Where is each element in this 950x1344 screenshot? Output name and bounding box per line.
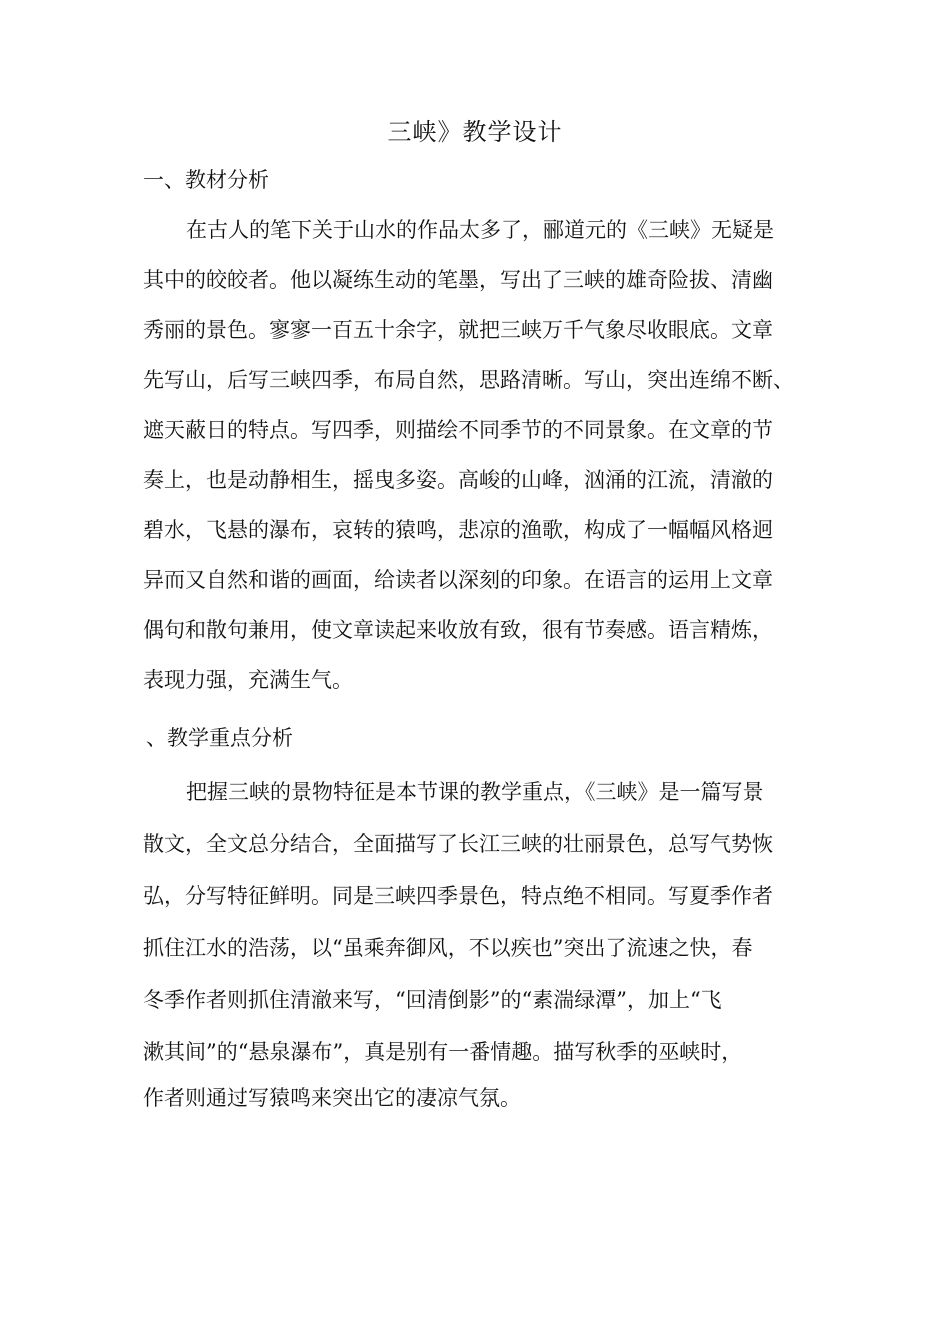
document-title: 三峡》教学设计 xyxy=(387,118,563,146)
paragraph-line: 抓住江水的浩荡，以“虽乘奔御风，不以疾也”突出了流速之快，春 xyxy=(143,936,753,960)
paragraph-line: 表现力强，充满生气。 xyxy=(143,668,353,692)
paragraph-line: 作者则通过写猿鸣来突出它的凄凉气氛。 xyxy=(143,1086,521,1110)
paragraph-line: 散文，全文总分结合，全面描写了长江三峡的壮丽景色，总写气势恢 xyxy=(143,832,773,856)
paragraph-line: 在古人的笔下关于山水的作品太多了，郦道元的《三峡》无疑是 xyxy=(186,218,774,242)
paragraph-line: 冬季作者则抓住清澈来写，“回清倒影”的“素湍绿潭”，加上“飞 xyxy=(143,988,722,1012)
section-heading-textbook-analysis: 一、教材分析 xyxy=(143,168,269,192)
paragraph-line: 异而又自然和谐的画面，给读者以深刻的印象。在语言的运用上文章 xyxy=(143,568,773,592)
paragraph-line: 把握三峡的景物特征是本节课的教学重点，《三峡》是一篇写景 xyxy=(186,780,764,804)
paragraph-line: 偶句和散句兼用，使文章读起来收放有致，很有节奏感。语言精炼， xyxy=(143,618,773,642)
paragraph-line: 弘，分写特征鲜明。同是三峡四季景色，特点绝不相同。写夏季作者 xyxy=(143,884,773,908)
section-heading-teaching-focus: 、教学重点分析 xyxy=(146,726,293,750)
paragraph-line: 奏上，也是动静相生，摇曳多姿。高峻的山峰，汹涌的江流，清澈的 xyxy=(143,468,773,492)
paragraph-line: 秀丽的景色。寥寥一百五十余字，就把三峡万千气象尽收眼底。文章 xyxy=(143,318,773,342)
paragraph-line: 漱其间”的“悬泉瀑布”，真是别有一番情趣。描写秋季的巫峡时， xyxy=(143,1040,743,1064)
paragraph-line: 碧水，飞悬的瀑布，哀转的猿鸣，悲凉的渔歌，构成了一幅幅风格迥 xyxy=(143,518,773,542)
paragraph-line: 先写山，后写三峡四季，布局自然，思路清晰。写山，突出连绵不断、 xyxy=(143,368,794,392)
paragraph-line: 遮天蔽日的特点。写四季，则描绘不同季节的不同景象。在文章的节 xyxy=(143,418,773,442)
paragraph-line: 其中的皎皎者。他以凝练生动的笔墨，写出了三峡的雄奇险拔、清幽 xyxy=(143,268,773,292)
